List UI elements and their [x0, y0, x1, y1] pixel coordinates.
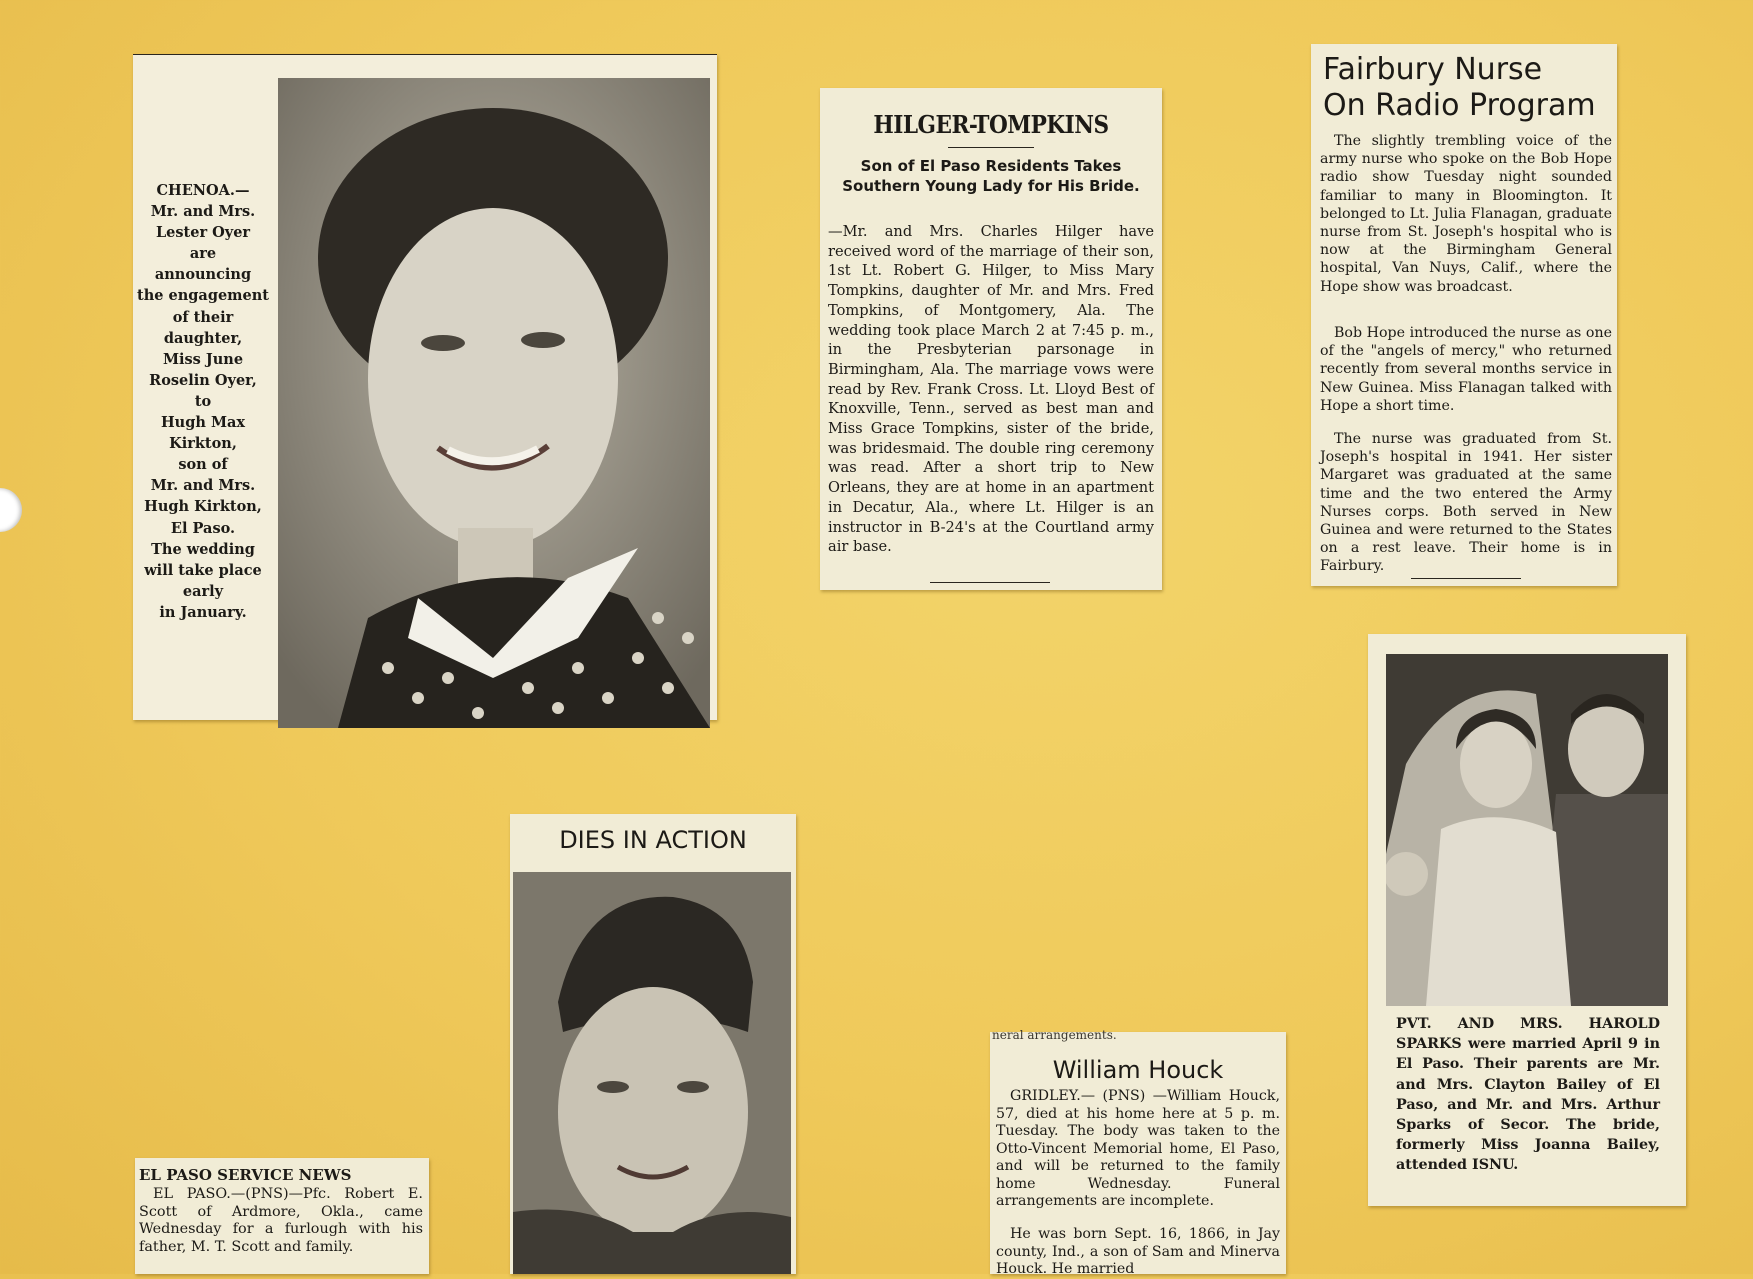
- clipping-bottom-rule: [1411, 578, 1521, 579]
- dies-in-action-clipping: [510, 814, 796, 1274]
- caption-line: son of: [178, 456, 228, 474]
- nurse-para-3: The nurse was graduated from St. Joseph's hospital in 1941. Her sister Margaret was graduated at the same time and the two entered the Army Nurses corps. Both served in New Guinea and were returned to the States on a rest leave. Their home is in Fairbury.: [1320, 431, 1612, 575]
- caption-line: El Paso.: [170, 519, 236, 537]
- service-news-headline: EL PASO SERVICE NEWS: [139, 1166, 352, 1184]
- binder-hole: [0, 488, 22, 532]
- caption-line: Mr. and Mrs.: [150, 203, 256, 221]
- caption-line: are: [189, 245, 217, 263]
- headline-rule: [948, 147, 1034, 148]
- portrait-illustration: [278, 78, 710, 728]
- caption-line: Lester Oyer: [155, 224, 251, 242]
- wedding-body: —Mr. and Mrs. Charles Hilger have received word of the marriage of their son, 1st Lt. Robert G. Hilger, to Miss Mary Tompkins, daughter of Mr. and Mrs. Fred Tompkins, of Montgomery, Ala. The wedding took place March 2 at 7:45 p. m., in the Presbyterian parsonage in Birmingham, Ala. The marriage vows were read by Rev. Frank Cross. Lt. Lloyd Best of Knoxville, Tenn., served as best man and Miss Grace Tompkins, sister of the bride, was bridesmaid. The double ring ceremony was read. After a short trip to New Orleans, they are at home in an apartment in Decatur, Ala., where Lt. Hilger is an instructor in B-24's at the Courtland army air base.: [828, 223, 1154, 556]
- sparks-clipping: [1368, 634, 1686, 1206]
- caption-line: in January.: [159, 603, 247, 621]
- caption-line: The wedding: [151, 540, 255, 558]
- caption-line: to: [194, 392, 212, 410]
- portrait-photo: [278, 78, 710, 728]
- nurse-headline-line1: Fairbury Nurse: [1323, 52, 1543, 87]
- caption-line: Kirkton,: [169, 435, 237, 453]
- obituary-headline: William Houck: [1052, 1056, 1224, 1084]
- caption-line: will take place: [144, 561, 262, 579]
- wedding-subhead: Son of El Paso Residents Takes Southern Young Lady for His Bride.: [842, 157, 1140, 195]
- sparks-caption: PVT. AND MRS. HAROLD SPARKS were married April 9 in El Paso. Their parents are Mr. and Mrs. Clayton Bailey of El Paso, and Mr. and Mrs. Arthur Sparks of Secor. The bride, formerly Miss Joanna Bailey, attended ISNU.: [1396, 1016, 1660, 1174]
- obituary-para-1: GRIDLEY.— (PNS) —William Houck, 57, died at his home here at 5 p. m. Tuesday. The body was taken to the Otto-Vincent Memorial home, El Paso, and will be returned to the family home Wednesday. Funeral arrangements are incomplete.: [996, 1088, 1280, 1209]
- caption-line: announcing: [154, 266, 252, 284]
- obituary-para-2: He was born Sept. 16, 1866, in Jay county, Ind., a son of Sam and Minerva Houck. He married: [996, 1226, 1280, 1277]
- engagement-caption: [133, 180, 273, 623]
- obituary-top-fragment: neral arrangements.: [992, 1028, 1117, 1042]
- caption-line: early: [182, 582, 224, 600]
- wedding-couple-illustration: [1386, 654, 1668, 1006]
- nurse-clipping: [1311, 44, 1617, 586]
- clipping-top-rule: [133, 54, 717, 55]
- caption-line: Hugh Kirkton,: [144, 498, 262, 516]
- obituary-clipping: [990, 1028, 1286, 1277]
- wedding-couple-photo: [1386, 654, 1668, 1006]
- caption-line: CHENOA.—: [156, 182, 250, 199]
- service-news-clipping: [135, 1158, 429, 1274]
- soldier-illustration: [513, 872, 791, 1274]
- engagement-clipping: [133, 54, 717, 720]
- soldier-photo: [513, 872, 791, 1274]
- nurse-para-2: Bob Hope introduced the nurse as one of the "angels of mercy," who returned recently from several months service in New Guinea. Miss Flanagan talked with Hope a short time.: [1320, 325, 1612, 414]
- caption-line: Mr. and Mrs.: [150, 477, 256, 495]
- wedding-headline: HILGER-TOMPKINS: [873, 110, 1109, 139]
- wedding-clipping: [820, 88, 1162, 590]
- dies-in-action-headline: DIES IN ACTION: [559, 826, 747, 854]
- clipping-bottom-rule: [930, 582, 1050, 583]
- nurse-headline-line2: On Radio Program: [1323, 88, 1596, 123]
- service-news-body: EL PASO.—(PNS)—Pfc. Robert E. Scott of Ardmore, Okla., came Wednesday for a furlough with his father, M. T. Scott and family.: [139, 1186, 423, 1255]
- caption-line: of their daughter,: [163, 308, 243, 347]
- nurse-para-1: The slightly trembling voice of the army nurse who spoke on the Bob Hope radio show Tuesday night sounded familiar to many in Bloomington. It belonged to Lt. Julia Flanagan, graduate nurse from St. Joseph's hospital who is now at the Birmingham General hospital, Van Nuys, Calif., where the Hope show was broadcast.: [1320, 133, 1612, 295]
- caption-line: Roselin Oyer,: [149, 371, 257, 389]
- caption-line: Miss June: [162, 350, 244, 368]
- caption-line: Hugh Max: [160, 414, 246, 432]
- caption-line: the engagement: [137, 287, 269, 305]
